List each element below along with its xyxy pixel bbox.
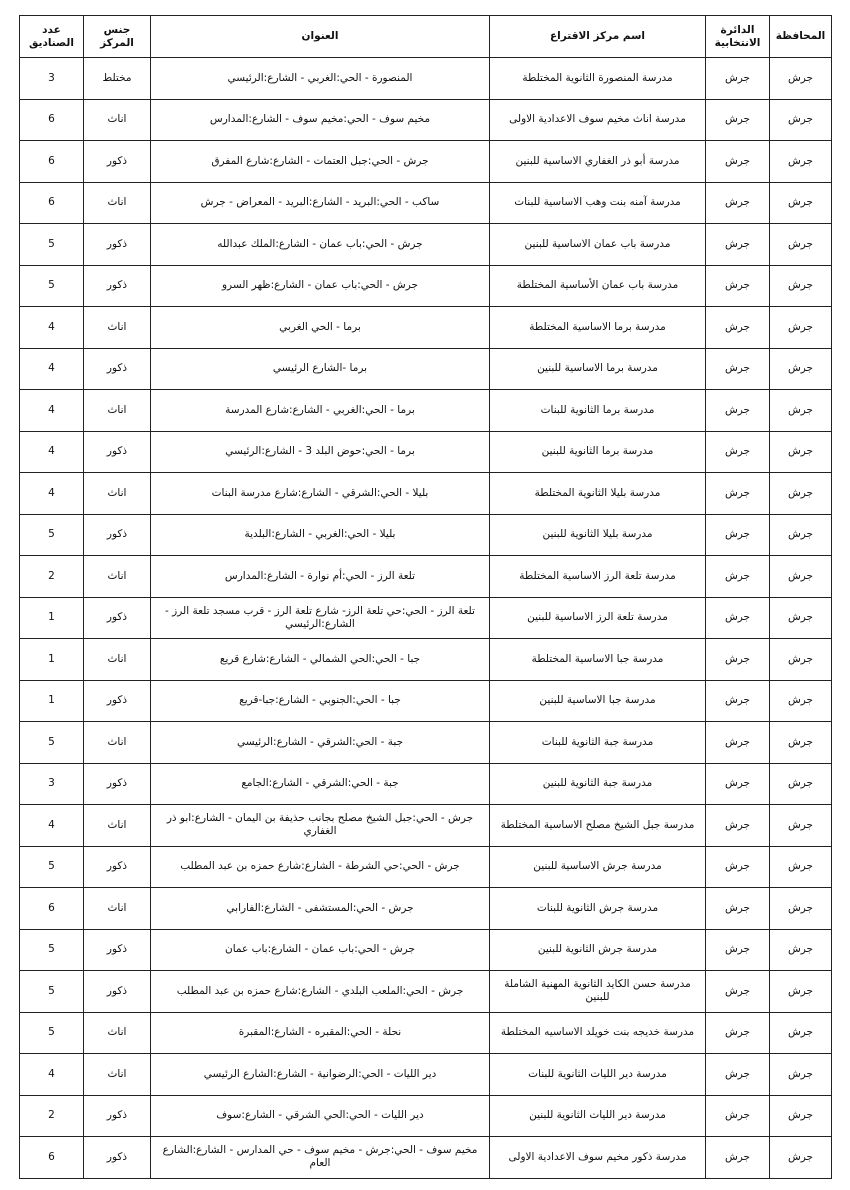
cell-center-gender: ذكور: [84, 265, 151, 307]
cell-center-name: مدرسة تلعة الرز الاساسية المختلطة: [490, 556, 706, 598]
cell-center-gender: ذكور: [84, 224, 151, 266]
cell-address: جبة - الحي:الشرقي - الشارع:الجامع: [151, 763, 490, 805]
table-row: [20, 141, 832, 183]
cell-center-name: مدرسة برما الاساسية المختلطة: [490, 307, 706, 349]
table-row: [20, 473, 832, 515]
cell-center-gender: ذكور: [84, 680, 151, 722]
cell-governorate: جرش: [770, 680, 832, 722]
cell-governorate: جرش: [770, 1095, 832, 1137]
table-header-row: [20, 16, 832, 58]
table-row: [20, 805, 832, 847]
cell-box-count: 2: [20, 556, 84, 598]
cell-district: جرش: [706, 805, 770, 847]
cell-center-name: مدرسة جبة الثانوية للبنين: [490, 763, 706, 805]
cell-address: جبا - الحي:الجنوبي - الشارع:جبا-قريع: [151, 680, 490, 722]
cell-box-count: 2: [20, 1095, 84, 1137]
cell-district: جرش: [706, 141, 770, 183]
cell-district: جرش: [706, 597, 770, 639]
table-row: [20, 348, 832, 390]
cell-center-name: مدرسة اناث مخيم سوف الاعدادية الاولى: [490, 99, 706, 141]
cell-box-count: 4: [20, 431, 84, 473]
header-center-gender: جنس المركز: [84, 16, 151, 58]
cell-center-gender: ذكور: [84, 431, 151, 473]
cell-district: جرش: [706, 971, 770, 1013]
cell-governorate: جرش: [770, 722, 832, 764]
cell-governorate: جرش: [770, 597, 832, 639]
table-row: [20, 224, 832, 266]
cell-box-count: 5: [20, 514, 84, 556]
cell-address: برما - الحي:حوض البلد 3 - الشارع:الرئيسي: [151, 431, 490, 473]
cell-address: برما - الحي:الغربي - الشارع:شارع المدرسة: [151, 390, 490, 432]
cell-center-name: مدرسة دير الليات الثانوية للبنات: [490, 1054, 706, 1096]
cell-box-count: 6: [20, 888, 84, 930]
cell-center-gender: ذكور: [84, 929, 151, 971]
table-row: [20, 846, 832, 888]
header-district: الدائرة الانتخابية: [706, 16, 770, 58]
table-row: [20, 888, 832, 930]
cell-center-gender: ذكور: [84, 348, 151, 390]
cell-center-gender: مختلط: [84, 58, 151, 100]
cell-address: جرش - الحي:باب عمان - الشارع:الملك عبدالله: [151, 224, 490, 266]
cell-box-count: 5: [20, 846, 84, 888]
cell-center-name: مدرسة باب عمان الاساسية للبنين: [490, 224, 706, 266]
cell-center-name: مدرسة آمنه بنت وهب الاساسية للبنات: [490, 182, 706, 224]
cell-center-name: مدرسة جرش الثانوية للبنات: [490, 888, 706, 930]
cell-governorate: جرش: [770, 971, 832, 1013]
cell-address: المنصورة - الحي:الغربي - الشارع:الرئيسي: [151, 58, 490, 100]
cell-address: جبة - الحي:الشرقي - الشارع:الرئيسي: [151, 722, 490, 764]
cell-address: مخيم سوف - الحي:جرش - مخيم سوف - حي المدارس - الشارع:الشارع العام: [151, 1137, 490, 1179]
cell-district: جرش: [706, 846, 770, 888]
cell-box-count: 4: [20, 473, 84, 515]
cell-governorate: جرش: [770, 1012, 832, 1054]
cell-box-count: 3: [20, 58, 84, 100]
cell-district: جرش: [706, 763, 770, 805]
cell-center-name: مدرسة بليلا الثانوية المختلطة: [490, 473, 706, 515]
cell-center-name: مدرسة جرش الاساسية للبنين: [490, 846, 706, 888]
cell-box-count: 4: [20, 1054, 84, 1096]
cell-district: جرش: [706, 1137, 770, 1179]
table-row: [20, 390, 832, 432]
cell-box-count: 1: [20, 597, 84, 639]
table-row: [20, 556, 832, 598]
cell-governorate: جرش: [770, 265, 832, 307]
cell-district: جرش: [706, 1012, 770, 1054]
cell-center-name: مدرسة جبل الشيخ مصلح الاساسية المختلطة: [490, 805, 706, 847]
cell-box-count: 3: [20, 763, 84, 805]
table-row: [20, 431, 832, 473]
cell-governorate: جرش: [770, 182, 832, 224]
cell-center-gender: ذكور: [84, 971, 151, 1013]
cell-address: نحلة - الحي:المقبره - الشارع:المقبرة: [151, 1012, 490, 1054]
cell-district: جرش: [706, 99, 770, 141]
cell-address: بليلا - الحي:الشرقي - الشارع:شارع مدرسة البنات: [151, 473, 490, 515]
cell-box-count: 4: [20, 390, 84, 432]
cell-governorate: جرش: [770, 888, 832, 930]
cell-address: جرش - الحي:جبل الشيخ مصلح بجانب حذيفة بن اليمان - الشارع:ابو ذر الغفاري: [151, 805, 490, 847]
cell-box-count: 6: [20, 141, 84, 183]
cell-address: جرش - الحي:حي الشرطة - الشارع:شارع حمزه بن عبد المطلب: [151, 846, 490, 888]
table-row: [20, 1095, 832, 1137]
cell-governorate: جرش: [770, 1137, 832, 1179]
cell-address: جرش - الحي:الملعب البلدي - الشارع:شارع حمزه بن عبد المطلب: [151, 971, 490, 1013]
cell-governorate: جرش: [770, 431, 832, 473]
cell-governorate: جرش: [770, 58, 832, 100]
cell-address: برما - الحي الغربي: [151, 307, 490, 349]
cell-address: تلعة الرز - الحي:أم نوارة - الشارع:المدارس: [151, 556, 490, 598]
cell-center-name: مدرسة جبا الاساسية للبنين: [490, 680, 706, 722]
cell-box-count: 5: [20, 971, 84, 1013]
cell-center-gender: اناث: [84, 390, 151, 432]
cell-governorate: جرش: [770, 99, 832, 141]
cell-district: جرش: [706, 722, 770, 764]
cell-governorate: جرش: [770, 763, 832, 805]
cell-center-name: مدرسة برما الثانوية للبنين: [490, 431, 706, 473]
cell-governorate: جرش: [770, 307, 832, 349]
cell-district: جرش: [706, 390, 770, 432]
cell-box-count: 4: [20, 348, 84, 390]
cell-center-name: مدرسة جرش الثانوية للبنين: [490, 929, 706, 971]
cell-center-gender: ذكور: [84, 846, 151, 888]
cell-address: ساكب - الحي:البريد - الشارع:البريد - المعراض - جرش: [151, 182, 490, 224]
cell-box-count: 6: [20, 182, 84, 224]
cell-governorate: جرش: [770, 639, 832, 681]
cell-district: جرش: [706, 307, 770, 349]
cell-box-count: 5: [20, 1012, 84, 1054]
cell-center-name: مدرسة تلعة الرز الاساسية للبنين: [490, 597, 706, 639]
cell-center-gender: ذكور: [84, 141, 151, 183]
header-center-name: اسم مركز الاقتراع: [490, 16, 706, 58]
cell-address: جبا - الحي:الحي الشمالي - الشارع:شارع قريع: [151, 639, 490, 681]
table-row: [20, 182, 832, 224]
cell-address: برما -الشارع الرئيسي: [151, 348, 490, 390]
cell-district: جرش: [706, 514, 770, 556]
table-row: [20, 99, 832, 141]
cell-governorate: جرش: [770, 929, 832, 971]
cell-center-name: مدرسة باب عمان الأساسية المختلطة: [490, 265, 706, 307]
cell-center-gender: اناث: [84, 1012, 151, 1054]
cell-address: جرش - الحي:باب عمان - الشارع:باب عمان: [151, 929, 490, 971]
cell-center-gender: ذكور: [84, 763, 151, 805]
cell-center-gender: اناث: [84, 639, 151, 681]
cell-center-gender: اناث: [84, 182, 151, 224]
cell-address: جرش - الحي:جبل العتمات - الشارع:شارع المفرق: [151, 141, 490, 183]
cell-district: جرش: [706, 556, 770, 598]
cell-district: جرش: [706, 58, 770, 100]
cell-district: جرش: [706, 1054, 770, 1096]
cell-district: جرش: [706, 431, 770, 473]
table-row: [20, 307, 832, 349]
cell-box-count: 4: [20, 307, 84, 349]
cell-center-gender: ذكور: [84, 597, 151, 639]
cell-box-count: 5: [20, 929, 84, 971]
table-row: [20, 680, 832, 722]
cell-box-count: 5: [20, 265, 84, 307]
table-row: [20, 722, 832, 764]
cell-governorate: جرش: [770, 224, 832, 266]
cell-box-count: 5: [20, 224, 84, 266]
cell-center-gender: اناث: [84, 556, 151, 598]
cell-governorate: جرش: [770, 390, 832, 432]
cell-address: دير الليات - الحي:الرضوانية - الشارع:الشارع الرئيسي: [151, 1054, 490, 1096]
header-box-count: عدد الصناديق: [20, 16, 84, 58]
table-row: [20, 929, 832, 971]
cell-governorate: جرش: [770, 514, 832, 556]
cell-governorate: جرش: [770, 1054, 832, 1096]
cell-box-count: 1: [20, 680, 84, 722]
cell-governorate: جرش: [770, 348, 832, 390]
cell-governorate: جرش: [770, 473, 832, 515]
cell-district: جرش: [706, 182, 770, 224]
table-row: [20, 1137, 832, 1179]
table-row: [20, 971, 832, 1013]
cell-center-gender: اناث: [84, 888, 151, 930]
table-row: [20, 639, 832, 681]
table-row: [20, 763, 832, 805]
header-governorate: المحافظة: [770, 16, 832, 58]
cell-address: جرش - الحي:المستشفى - الشارع:الفارابي: [151, 888, 490, 930]
cell-center-name: مدرسة خديجه بنت خويلد الاساسيه المختلطة: [490, 1012, 706, 1054]
cell-center-name: مدرسة المنصورة الثانوية المختلطة: [490, 58, 706, 100]
cell-district: جرش: [706, 639, 770, 681]
cell-district: جرش: [706, 265, 770, 307]
cell-address: تلعة الرز - الحي:حي تلعة الرز- شارع تلعة الرز - قرب مسجد تلعة الرز - الشارع:الرئيسي: [151, 597, 490, 639]
cell-center-gender: اناث: [84, 1054, 151, 1096]
cell-center-gender: اناث: [84, 307, 151, 349]
table-row: [20, 514, 832, 556]
cell-center-name: مدرسة أبو ذر الغفاري الاساسية للبنين: [490, 141, 706, 183]
cell-center-gender: ذكور: [84, 514, 151, 556]
cell-box-count: 6: [20, 99, 84, 141]
table-row: [20, 1012, 832, 1054]
cell-center-name: مدرسة جبا الاساسية المختلطة: [490, 639, 706, 681]
cell-address: جرش - الحي:باب عمان - الشارع:ظهر السرو: [151, 265, 490, 307]
cell-center-gender: ذكور: [84, 1137, 151, 1179]
cell-governorate: جرش: [770, 846, 832, 888]
cell-address: بليلا - الحي:الغربي - الشارع:البلدية: [151, 514, 490, 556]
cell-district: جرش: [706, 929, 770, 971]
cell-center-name: مدرسة ذكور مخيم سوف الاعدادية الاولى: [490, 1137, 706, 1179]
cell-box-count: 5: [20, 722, 84, 764]
cell-district: جرش: [706, 680, 770, 722]
cell-district: جرش: [706, 1095, 770, 1137]
cell-center-name: مدرسة بليلا الثانوية للبنين: [490, 514, 706, 556]
cell-center-name: مدرسة برما الثانوية للبنات: [490, 390, 706, 432]
cell-governorate: جرش: [770, 141, 832, 183]
polling-centers-table: [19, 15, 832, 1179]
cell-center-name: مدرسة برما الاساسية للبنين: [490, 348, 706, 390]
cell-district: جرش: [706, 348, 770, 390]
cell-center-gender: اناث: [84, 722, 151, 764]
cell-box-count: 4: [20, 805, 84, 847]
cell-center-name: مدرسة حسن الكايد الثانوية المهنية الشاملة للبنين: [490, 971, 706, 1013]
cell-center-name: مدرسة دير الليات الثانوية للبنين: [490, 1095, 706, 1137]
cell-center-gender: اناث: [84, 805, 151, 847]
table-row: [20, 1054, 832, 1096]
cell-center-gender: اناث: [84, 99, 151, 141]
cell-district: جرش: [706, 224, 770, 266]
cell-box-count: 1: [20, 639, 84, 681]
cell-district: جرش: [706, 473, 770, 515]
cell-address: مخيم سوف - الحي:مخيم سوف - الشارع:المدارس: [151, 99, 490, 141]
table-row: [20, 597, 832, 639]
cell-district: جرش: [706, 888, 770, 930]
table-row: [20, 265, 832, 307]
cell-center-gender: ذكور: [84, 1095, 151, 1137]
cell-governorate: جرش: [770, 805, 832, 847]
cell-box-count: 6: [20, 1137, 84, 1179]
cell-address: دير الليات - الحي:الحي الشرقي - الشارع:سوف: [151, 1095, 490, 1137]
cell-center-gender: اناث: [84, 473, 151, 515]
header-address: العنوان: [151, 16, 490, 58]
table-row: [20, 58, 832, 100]
cell-governorate: جرش: [770, 556, 832, 598]
cell-center-name: مدرسة جبة الثانوية للبنات: [490, 722, 706, 764]
